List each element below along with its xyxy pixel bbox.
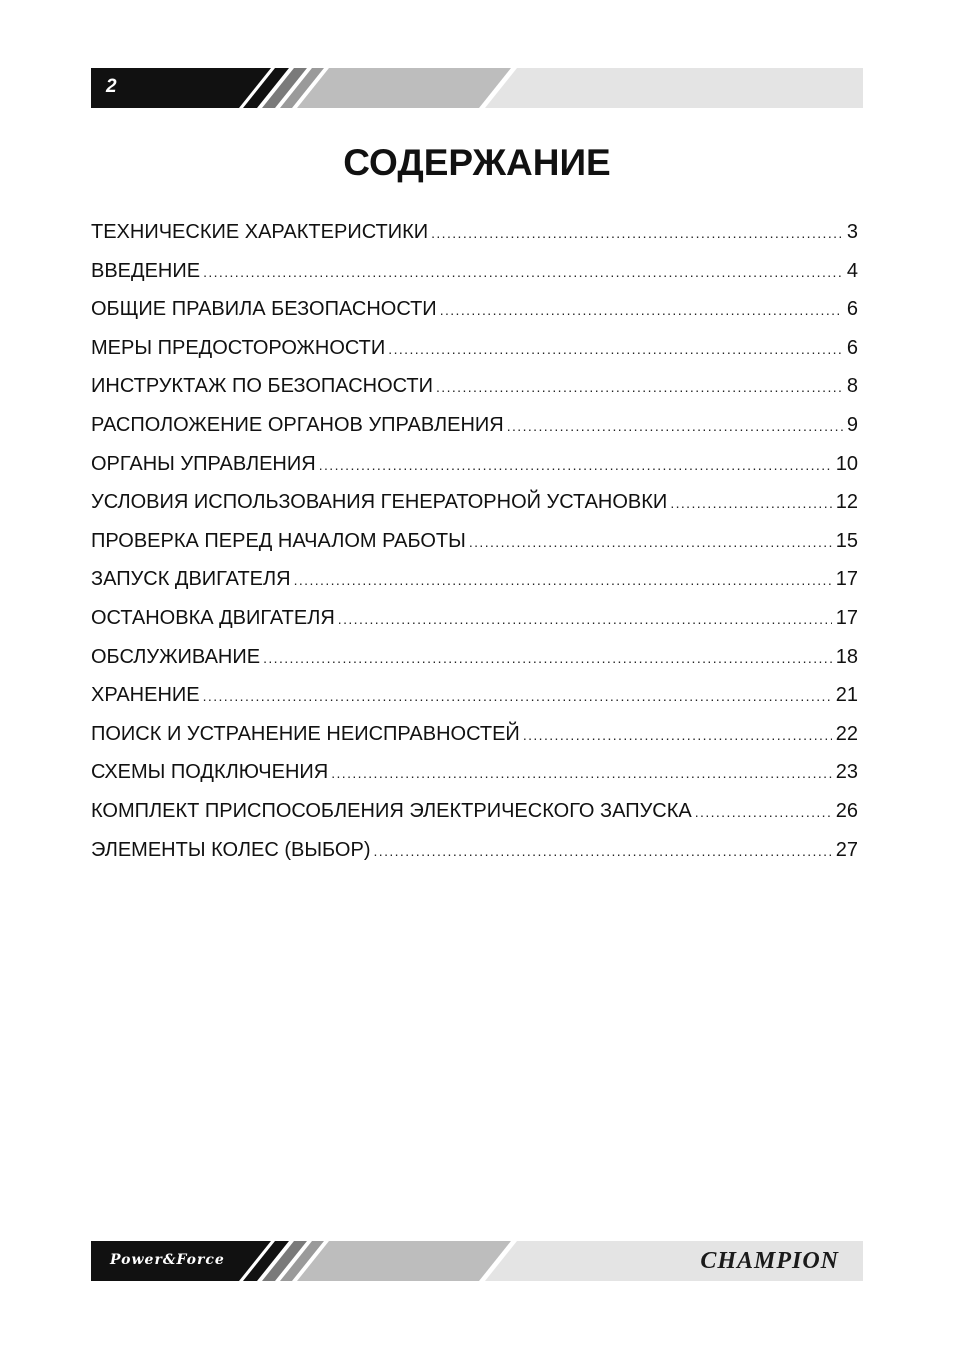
toc-entry-title: ХРАНЕНИЕ — [91, 684, 200, 707]
toc-entry-title: ПОИСК И УСТРАНЕНИЕ НЕИСПРАВНОСТЕЙ — [91, 722, 520, 745]
toc-entry[interactable] — [91, 560, 858, 599]
champion-logo: CHAMPION — [700, 1248, 839, 1274]
toc-entry-page: 17 — [835, 606, 858, 629]
header-band — [91, 68, 863, 108]
toc-dot-leader — [507, 407, 843, 446]
toc-entry-page: 17 — [835, 568, 858, 591]
toc-entry-page: 12 — [835, 491, 858, 514]
toc-entry-page: 6 — [846, 298, 858, 321]
toc-entry-title: РАСПОЛОЖЕНИЕ ОРГАНОВ УПРАВЛЕНИЯ — [91, 413, 504, 436]
toc-dot-leader — [431, 214, 843, 253]
toc-entry-page: 8 — [846, 375, 858, 398]
page-number: 2 — [106, 76, 117, 97]
toc-entry-title: ЭЛЕМЕНТЫ КОЛЕС (ВЫБОР) — [91, 838, 371, 861]
toc-dot-leader — [263, 639, 832, 678]
toc-dot-leader — [319, 446, 832, 485]
toc-entry[interactable] — [91, 753, 858, 792]
toc-entry-page: 22 — [835, 722, 858, 745]
toc-entry-page: 10 — [835, 452, 858, 475]
toc-entry-title: ОБСЛУЖИВАНИЕ — [91, 645, 261, 668]
toc-entry-title: ПРОВЕРКА ПЕРЕД НАЧАЛОМ РАБОТЫ — [91, 529, 466, 552]
toc-entry-page: 6 — [846, 336, 858, 359]
toc-entry-title: ОСТАНОВКА ДВИГАТЕЛЯ — [91, 606, 335, 629]
toc-entry[interactable] — [91, 522, 858, 561]
toc-entry[interactable] — [91, 483, 858, 522]
page-title: СОДЕРЖАНИЕ — [343, 142, 611, 183]
toc-entry[interactable] — [91, 252, 858, 291]
toc-entry[interactable] — [91, 638, 858, 677]
toc-entry-page: 27 — [835, 838, 858, 861]
toc-entry-page: 9 — [846, 413, 858, 436]
toc-entry-page: 26 — [835, 799, 858, 822]
toc-dot-leader — [436, 368, 843, 407]
toc-entry-title: ВВЕДЕНИЕ — [91, 259, 201, 282]
toc-entry-title: КОМПЛЕКТ ПРИСПОСОБЛЕНИЯ ЭЛЕКТРИЧЕСКОГО ЗАПУСКА — [91, 799, 692, 822]
toc-entry-title: МЕРЫ ПРЕДОСТОРОЖНОСТИ — [91, 336, 386, 359]
toc-entry-page: 4 — [846, 259, 858, 282]
toc-dot-leader — [294, 561, 832, 600]
toc-entry-page: 18 — [835, 645, 858, 668]
toc-entry-title: ОБЩИЕ ПРАВИЛА БЕЗОПАСНОСТИ — [91, 298, 437, 321]
toc-entry-page: 15 — [835, 529, 858, 552]
toc-entry-page: 3 — [846, 221, 858, 243]
toc-dot-leader — [331, 754, 832, 793]
toc-dot-leader — [523, 716, 832, 755]
toc-dot-leader — [469, 523, 832, 562]
toc-entry-page: 23 — [835, 761, 858, 784]
toc-entry[interactable] — [91, 445, 858, 484]
toc-entry-title: ОРГАНЫ УПРАВЛЕНИЯ — [91, 452, 316, 475]
toc-entry[interactable] — [91, 213, 858, 252]
toc-dot-leader — [695, 793, 832, 832]
toc-dot-leader — [670, 484, 831, 523]
toc-entry[interactable] — [91, 290, 858, 329]
header-band-graphic — [91, 68, 863, 108]
table-of-contents — [91, 213, 858, 869]
toc-entry[interactable] — [91, 792, 858, 831]
toc-dot-leader — [373, 832, 831, 871]
toc-entry[interactable] — [91, 831, 858, 870]
toc-entry-title: ТЕХНИЧЕСКИЕ ХАРАКТЕРИСТИКИ — [91, 221, 429, 243]
toc-dot-leader — [338, 600, 832, 639]
toc-entry[interactable] — [91, 715, 858, 754]
toc-entry-title: УСЛОВИЯ ИСПОЛЬЗОВАНИЯ ГЕНЕРАТОРНОЙ УСТАНОВКИ — [91, 491, 668, 514]
toc-entry-title: ЗАПУСК ДВИГАТЕЛЯ — [91, 568, 291, 591]
toc-dot-leader — [203, 253, 843, 292]
power-force-logo: Power&Force — [110, 1252, 225, 1268]
toc-dot-leader — [388, 330, 843, 369]
toc-entry[interactable] — [91, 329, 858, 368]
toc-entry-title: ИНСТРУКТАЖ ПО БЕЗОПАСНОСТИ — [91, 375, 434, 398]
toc-entry[interactable] — [91, 599, 858, 638]
toc-entry-title: СХЕМЫ ПОДКЛЮЧЕНИЯ — [91, 761, 329, 784]
toc-entry[interactable] — [91, 367, 858, 406]
toc-entry-page: 21 — [835, 684, 858, 707]
footer-band — [91, 1241, 863, 1281]
toc-entry[interactable] — [91, 676, 858, 715]
toc-dot-leader — [203, 677, 832, 716]
toc-entry[interactable] — [91, 406, 858, 445]
toc-dot-leader — [440, 291, 843, 330]
